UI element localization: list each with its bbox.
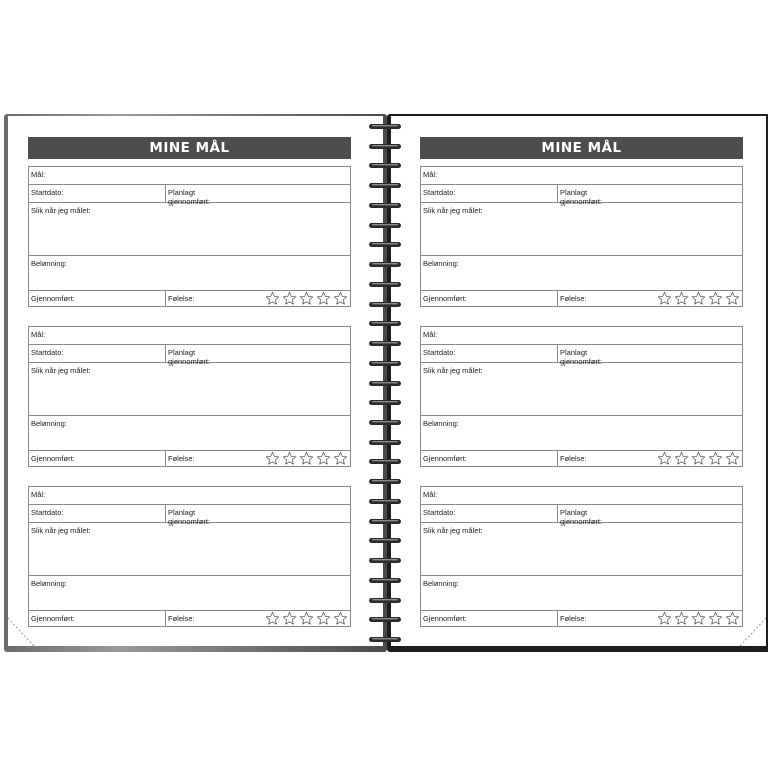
binding-ring bbox=[368, 261, 402, 268]
rating-star-icon[interactable] bbox=[282, 291, 297, 306]
feeling-label: Følelse: bbox=[560, 454, 587, 463]
completion-row bbox=[421, 451, 742, 467]
goal-card bbox=[28, 486, 351, 627]
feeling-label: Følelse: bbox=[168, 294, 195, 303]
completed-label: Gjennomført: bbox=[31, 454, 75, 463]
goal-card bbox=[28, 326, 351, 467]
goal-label: Mål: bbox=[31, 330, 46, 339]
planned-date-label: Planlagt gjennomført: bbox=[168, 348, 211, 366]
rating-star-icon[interactable] bbox=[265, 451, 280, 466]
reward-row[interactable] bbox=[421, 416, 742, 451]
rating-star-icon[interactable] bbox=[316, 611, 331, 626]
feeling-label: Følelse: bbox=[168, 454, 195, 463]
goal-card bbox=[420, 326, 743, 467]
completed-label: Gjennomført: bbox=[423, 294, 467, 303]
binding-ring bbox=[368, 616, 402, 623]
dates-row bbox=[421, 505, 742, 526]
rating-star-icon[interactable] bbox=[725, 451, 740, 466]
spiral-binding bbox=[368, 123, 402, 643]
right-page bbox=[391, 116, 766, 646]
rating-star-icon[interactable] bbox=[299, 611, 314, 626]
how-label: Slik når jeg målet: bbox=[31, 526, 91, 535]
goal-row[interactable] bbox=[421, 487, 742, 505]
page-corner-fold bbox=[8, 612, 42, 646]
reward-row[interactable] bbox=[421, 256, 742, 291]
goal-row[interactable] bbox=[29, 167, 350, 185]
planned-date-cell[interactable] bbox=[557, 505, 603, 526]
how-row[interactable] bbox=[421, 203, 742, 256]
binding-ring bbox=[368, 439, 402, 446]
start-date-label: Startdato: bbox=[423, 508, 456, 517]
binding-ring bbox=[368, 636, 402, 643]
start-date-label: Startdato: bbox=[423, 348, 456, 357]
rating-star-icon[interactable] bbox=[674, 451, 689, 466]
planned-date-label: Planlagt gjennomført: bbox=[560, 188, 603, 206]
completion-row bbox=[421, 291, 742, 307]
binding-ring bbox=[368, 202, 402, 209]
completion-row bbox=[29, 451, 350, 467]
goal-card bbox=[420, 166, 743, 307]
feeling-rating[interactable] bbox=[265, 611, 348, 626]
feeling-cell bbox=[165, 451, 195, 467]
binding-ring bbox=[368, 281, 402, 288]
rating-star-icon[interactable] bbox=[316, 451, 331, 466]
goal-label: Mål: bbox=[31, 490, 46, 499]
goal-row[interactable] bbox=[421, 167, 742, 185]
completion-row bbox=[29, 291, 350, 307]
reward-label: Belønning: bbox=[423, 579, 459, 588]
goal-label: Mål: bbox=[423, 490, 438, 499]
goal-row[interactable] bbox=[29, 327, 350, 345]
goal-row[interactable] bbox=[29, 487, 350, 505]
reward-label: Belønning: bbox=[31, 259, 67, 268]
completion-row bbox=[421, 611, 742, 627]
feeling-cell bbox=[557, 451, 587, 467]
feeling-rating[interactable] bbox=[657, 291, 740, 306]
feeling-rating[interactable] bbox=[265, 451, 348, 466]
completed-label: Gjennomført: bbox=[423, 454, 467, 463]
feeling-rating[interactable] bbox=[265, 291, 348, 306]
rating-star-icon[interactable] bbox=[265, 291, 280, 306]
rating-star-icon[interactable] bbox=[691, 451, 706, 466]
feeling-label: Følelse: bbox=[560, 294, 587, 303]
binding-ring bbox=[368, 380, 402, 387]
binding-ring bbox=[368, 143, 402, 150]
rating-star-icon[interactable] bbox=[657, 451, 672, 466]
rating-star-icon[interactable] bbox=[691, 291, 706, 306]
feeling-cell bbox=[165, 611, 195, 627]
reward-label: Belønning: bbox=[423, 259, 459, 268]
how-row[interactable] bbox=[421, 363, 742, 416]
reward-row[interactable] bbox=[29, 416, 350, 451]
binding-ring bbox=[368, 597, 402, 604]
goal-card bbox=[28, 166, 351, 307]
binding-ring bbox=[368, 320, 402, 327]
reward-row[interactable] bbox=[421, 576, 742, 611]
completed-label: Gjennomført: bbox=[31, 614, 75, 623]
dates-row bbox=[421, 185, 742, 206]
completed-label: Gjennomført: bbox=[423, 614, 467, 623]
binding-ring bbox=[368, 557, 402, 564]
how-label: Slik når jeg målet: bbox=[423, 366, 483, 375]
planned-date-label: Planlagt gjennomført: bbox=[560, 508, 603, 526]
binding-ring bbox=[368, 577, 402, 584]
dates-row bbox=[29, 505, 350, 526]
dates-row bbox=[29, 185, 350, 206]
feeling-cell bbox=[557, 291, 587, 307]
binding-ring bbox=[368, 419, 402, 426]
goal-label: Mål: bbox=[31, 170, 46, 179]
feeling-cell bbox=[165, 291, 195, 307]
goal-label: Mål: bbox=[423, 330, 438, 339]
rating-star-icon[interactable] bbox=[691, 611, 706, 626]
rating-star-icon[interactable] bbox=[333, 611, 348, 626]
reward-row[interactable] bbox=[29, 576, 350, 611]
rating-star-icon[interactable] bbox=[657, 291, 672, 306]
binding-ring bbox=[368, 399, 402, 406]
binding-ring bbox=[368, 537, 402, 544]
reward-row[interactable] bbox=[29, 256, 350, 291]
goal-row[interactable] bbox=[421, 327, 742, 345]
binding-ring bbox=[368, 222, 402, 229]
feeling-rating[interactable] bbox=[657, 611, 740, 626]
goal-card bbox=[420, 486, 743, 627]
dates-row bbox=[421, 345, 742, 366]
binding-ring bbox=[368, 301, 402, 308]
start-date-label: Startdato: bbox=[31, 188, 64, 197]
planned-date-label: Planlagt gjennomført: bbox=[168, 508, 211, 526]
feeling-rating[interactable] bbox=[657, 451, 740, 466]
binding-ring bbox=[368, 458, 402, 465]
planned-date-cell[interactable] bbox=[557, 345, 603, 366]
rating-star-icon[interactable] bbox=[333, 291, 348, 306]
rating-star-icon[interactable] bbox=[708, 291, 723, 306]
binding-ring bbox=[368, 360, 402, 367]
rating-star-icon[interactable] bbox=[265, 611, 280, 626]
reward-label: Belønning: bbox=[423, 419, 459, 428]
binding-ring bbox=[368, 498, 402, 505]
how-row[interactable] bbox=[29, 203, 350, 256]
binding-ring bbox=[368, 241, 402, 248]
planned-date-cell[interactable] bbox=[165, 505, 211, 526]
how-row[interactable] bbox=[421, 523, 742, 576]
binding-ring bbox=[368, 162, 402, 169]
binding-ring bbox=[368, 123, 402, 130]
binding-ring bbox=[368, 518, 402, 525]
start-date-label: Startdato: bbox=[31, 348, 64, 357]
planned-date-label: Planlagt gjennomført: bbox=[560, 348, 603, 366]
how-row[interactable] bbox=[29, 523, 350, 576]
rating-star-icon[interactable] bbox=[657, 611, 672, 626]
rating-star-icon[interactable] bbox=[299, 291, 314, 306]
planned-date-cell[interactable] bbox=[165, 185, 211, 206]
rating-star-icon[interactable] bbox=[299, 451, 314, 466]
rating-star-icon[interactable] bbox=[708, 611, 723, 626]
how-label: Slik når jeg målet: bbox=[423, 526, 483, 535]
reward-label: Belønning: bbox=[31, 579, 67, 588]
page-title: MINE MÅL bbox=[28, 137, 351, 159]
rating-star-icon[interactable] bbox=[316, 291, 331, 306]
left-page bbox=[8, 116, 383, 646]
how-row[interactable] bbox=[29, 363, 350, 416]
planned-date-cell[interactable] bbox=[557, 185, 603, 206]
rating-star-icon[interactable] bbox=[674, 611, 689, 626]
rating-star-icon[interactable] bbox=[282, 451, 297, 466]
page-corner-fold bbox=[732, 612, 766, 646]
rating-star-icon[interactable] bbox=[725, 291, 740, 306]
dates-row bbox=[29, 345, 350, 366]
completed-label: Gjennomført: bbox=[31, 294, 75, 303]
rating-star-icon[interactable] bbox=[282, 611, 297, 626]
feeling-label: Følelse: bbox=[168, 614, 195, 623]
planned-date-label: Planlagt gjennomført: bbox=[168, 188, 211, 206]
binding-ring bbox=[368, 182, 402, 189]
binding-ring bbox=[368, 340, 402, 347]
feeling-label: Følelse: bbox=[560, 614, 587, 623]
how-label: Slik når jeg målet: bbox=[31, 206, 91, 215]
start-date-label: Startdato: bbox=[423, 188, 456, 197]
how-label: Slik når jeg målet: bbox=[31, 366, 91, 375]
goal-label: Mål: bbox=[423, 170, 438, 179]
reward-label: Belønning: bbox=[31, 419, 67, 428]
rating-star-icon[interactable] bbox=[333, 451, 348, 466]
feeling-cell bbox=[557, 611, 587, 627]
rating-star-icon[interactable] bbox=[674, 291, 689, 306]
completion-row bbox=[29, 611, 350, 627]
rating-star-icon[interactable] bbox=[708, 451, 723, 466]
binding-ring bbox=[368, 478, 402, 485]
planned-date-cell[interactable] bbox=[165, 345, 211, 366]
page-title: MINE MÅL bbox=[420, 137, 743, 159]
start-date-label: Startdato: bbox=[31, 508, 64, 517]
how-label: Slik når jeg målet: bbox=[423, 206, 483, 215]
